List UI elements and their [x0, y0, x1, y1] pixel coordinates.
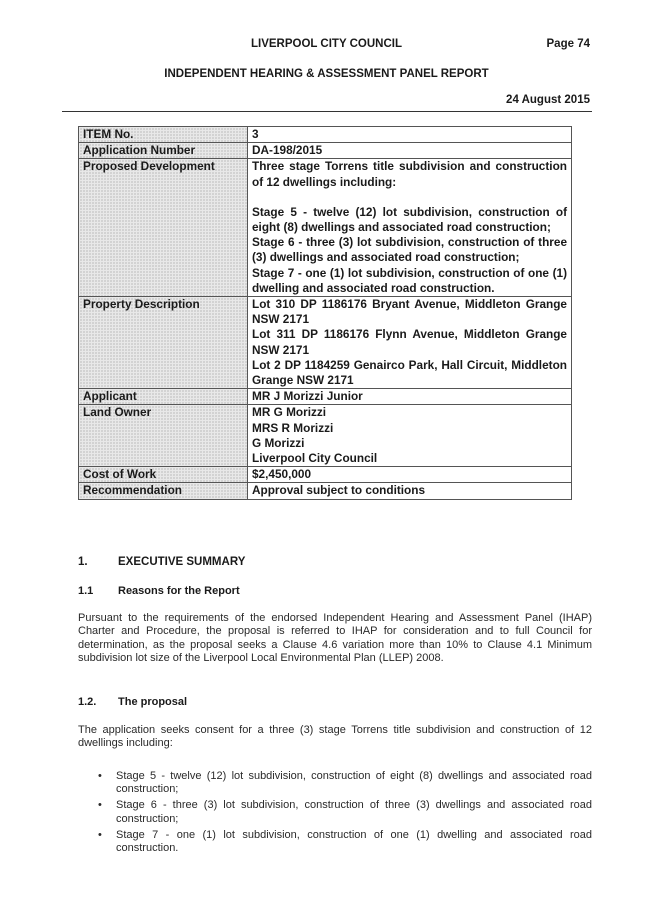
section-number: 1.: [78, 556, 88, 568]
section-1-2-body: The application seeks consent for a three (3) stage Torrens title subdivision and construction of 12 dwellings including:: [78, 724, 592, 750]
recommendation-value: Approval subject to conditions: [248, 483, 572, 499]
report-date: 24 August 2015: [506, 94, 590, 106]
list-item: [78, 829, 592, 856]
table-row: [79, 467, 572, 483]
recommendation-label: Recommendation: [79, 483, 248, 499]
proposed-development-stage-6: Stage 6 - three (3) lot subdivision, construction of three (3) dwellings and associated road construction;: [252, 235, 567, 265]
section-title: Reasons for the Report: [118, 585, 240, 597]
section-number: 1.1: [78, 585, 94, 597]
cost-of-work-value: $2,450,000: [248, 467, 572, 483]
property-lot-311: Lot 311 DP 1186176 Flynn Avenue, Middleton Grange NSW 2171: [252, 327, 567, 357]
header-divider: [62, 111, 592, 112]
item-no-value: 3: [248, 127, 572, 143]
table-row: [79, 405, 572, 467]
report-title: INDEPENDENT HEARING & ASSESSMENT PANEL REPORT: [164, 68, 489, 80]
page-number: Page 74: [546, 38, 590, 50]
property-lot-310: Lot 310 DP 1186176 Bryant Avenue, Middleton Grange NSW 2171: [252, 297, 567, 327]
list-item-text: Stage 5 - twelve (12) lot subdivision, construction of eight (8) dwellings and associated road construction;: [116, 770, 592, 796]
proposed-development-label: Proposed Development: [79, 159, 248, 297]
section-1-1-heading: [78, 585, 592, 597]
land-owner-label: Land Owner: [79, 405, 248, 467]
table-row: [79, 389, 572, 405]
land-owner-3: G Morizzi: [252, 435, 305, 450]
land-owner-1: MR G Morizzi: [252, 405, 327, 420]
bullet-icon: •: [98, 828, 102, 841]
section-1-heading: [78, 556, 592, 568]
land-owner-value: [248, 405, 572, 467]
proposed-development-stage-7: Stage 7 - one (1) lot subdivision, construction of one (1) dwelling and associated road construction.: [252, 265, 567, 295]
proposed-development-stage-5: Stage 5 - twelve (12) lot subdivision, construction of eight (8) dwellings and associated road construction;: [252, 204, 567, 235]
proposed-development-intro: Three stage Torrens title subdivision and construction of 12 dwellings including:: [252, 159, 567, 189]
land-owner-4: Liverpool City Council: [252, 451, 378, 466]
bullet-icon: •: [98, 799, 102, 812]
table-row: [79, 297, 572, 389]
application-number-label: Application Number: [79, 143, 248, 159]
section-title: The proposal: [118, 696, 188, 708]
proposed-development-value: [248, 159, 572, 297]
list-item-text: Stage 7 - one (1) lot subdivision, construction of one (1) dwelling and associated road construction.: [116, 828, 592, 855]
applicant-value: MR J Morizzi Junior: [248, 389, 572, 405]
applicant-label: Applicant: [79, 389, 248, 405]
section-number: 1.2.: [78, 696, 97, 708]
application-number-value: DA-198/2015: [248, 143, 572, 159]
cost-of-work-label: Cost of Work: [79, 467, 248, 483]
list-item: [78, 799, 592, 826]
council-name: LIVERPOOL CITY COUNCIL: [250, 38, 402, 50]
spacer: [252, 190, 567, 205]
table-row: [79, 143, 572, 159]
property-description-label: Property Description: [79, 297, 248, 389]
stage-bullet-list: [78, 770, 592, 858]
property-lot-2: Lot 2 DP 1184259 Genairco Park, Hall Circuit, Middleton Grange NSW 2171: [252, 357, 567, 388]
table-row: [79, 127, 572, 143]
section-1-2-heading: [78, 696, 592, 708]
table-row: [79, 159, 572, 297]
list-item-text: Stage 6 - three (3) lot subdivision, construction of three (3) dwellings and associated road construction;: [116, 799, 592, 825]
land-owner-2: MRS R Morizzi: [252, 420, 334, 435]
table-row: [79, 483, 572, 499]
section-1-1-body: Pursuant to the requirements of the endorsed Independent Hearing and Assessment Panel (IHAP) Charter and Procedure, the proposal is referred to IHAP for consideration and to full Council for determination, as the proposal seeks a Clause 4.6 variation more than 10% to Clause 4.1 Minimum subdivision lot size of the Liverpool Local Environmental Plan (LLEP) 2008.: [78, 612, 592, 665]
bullet-icon: •: [98, 770, 102, 782]
item-no-label: ITEM No.: [79, 127, 248, 143]
property-description-value: [248, 297, 572, 389]
section-title: EXECUTIVE SUMMARY: [118, 556, 246, 568]
list-item: [78, 770, 592, 797]
summary-table: [78, 126, 572, 500]
